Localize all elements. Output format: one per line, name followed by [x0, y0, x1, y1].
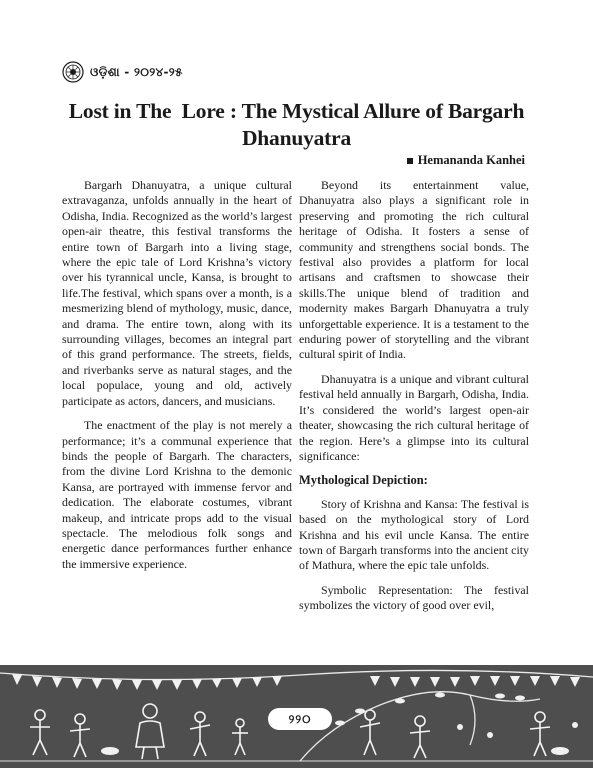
paragraph: The enactment of the play is not merely a performance; it’s a communal experience that binds the people of Bargarh. The characters, from the divine Lord Krishna to the demonic Kansa, are portrayed with immense fervor and dedication. The elaborate costumes, vibrant makeup, and intricate props add to the visual spectacle. The melodious folk songs and energetic dance performances further enhance the immersive experience.: [62, 418, 292, 571]
paragraph: Dhanuyatra is a unique and vibrant cultural festival held annually in Bargarh, Odisha, India. It’s considered the world’s largest open-air theater, showcasing the rich cultural heritage of the region. Here’s a glimpse into its cultural significance:: [299, 371, 529, 463]
bullet-square-icon: [407, 158, 413, 164]
paragraph: Bargarh Dhanuyatra, a unique cultural extravaganza, unfolds annually in the heart of Odisha, India. Recognized as the world’s largest open-air theatre, this festival transforms the entire town of Bargarh into a living stage, where the epic tale of Lord Krishna’s victory over his tyrannical uncle, Kansa, is brought to life.The festival, which spans over a month, is a mesmerizing blend of mythology, music, dance, and drama. The entire town, along with its surrounding villages, becomes an integral part of this grand performance. The streets, fields, and riverbanks serve as natural stages, and the local populace, young and old, actively participate as actors, dancers, and musicians.: [62, 178, 292, 408]
page-number: ୨୨୦: [268, 708, 332, 730]
paragraph: Beyond its entertainment value, Dhanuyatra also plays a significant role in preserving and promoting the rich cultural heritage of Odisha. It fosters a sense of community and strengthens social bonds. The festival also provides a platform for local artisans and craftsmen to showcase their skills.The unique blend of tradition and modernity makes Bargarh Dhanuyatra a truly unforgettable experience. It is a testament to the enduring power of storytelling and the vibrant cultural spirit of India.: [299, 178, 529, 362]
odisha-emblem-icon: [62, 61, 84, 83]
right-column: [299, 178, 529, 623]
journal-header: [62, 60, 183, 84]
author-name: Hemananda Kanhei: [417, 153, 525, 167]
article-title-line-2: Dhanuyatra: [241, 126, 352, 150]
paragraph: Story of Krishna and Kansa: The festival is based on the mythological story of Lord Krishna and his evil uncle Kansa. The entire town of Bargarh transforms into the ancient city of Mathura, where the epic tale unfolds.: [299, 496, 529, 573]
author-byline: [407, 153, 525, 168]
left-column: [62, 178, 292, 581]
journal-title: ଓଡ଼ିଶା - ୨୦୨୪-୨୫: [90, 64, 183, 79]
article-title-line-1: Lost in The Lore : The Mystical Allure of Bargarh: [68, 99, 525, 123]
section-heading: Mythological Depiction:: [299, 473, 428, 488]
paragraph: Symbolic Representation: The festival symbolizes the victory of good over evil,: [299, 582, 529, 613]
article-title: [40, 98, 553, 152]
